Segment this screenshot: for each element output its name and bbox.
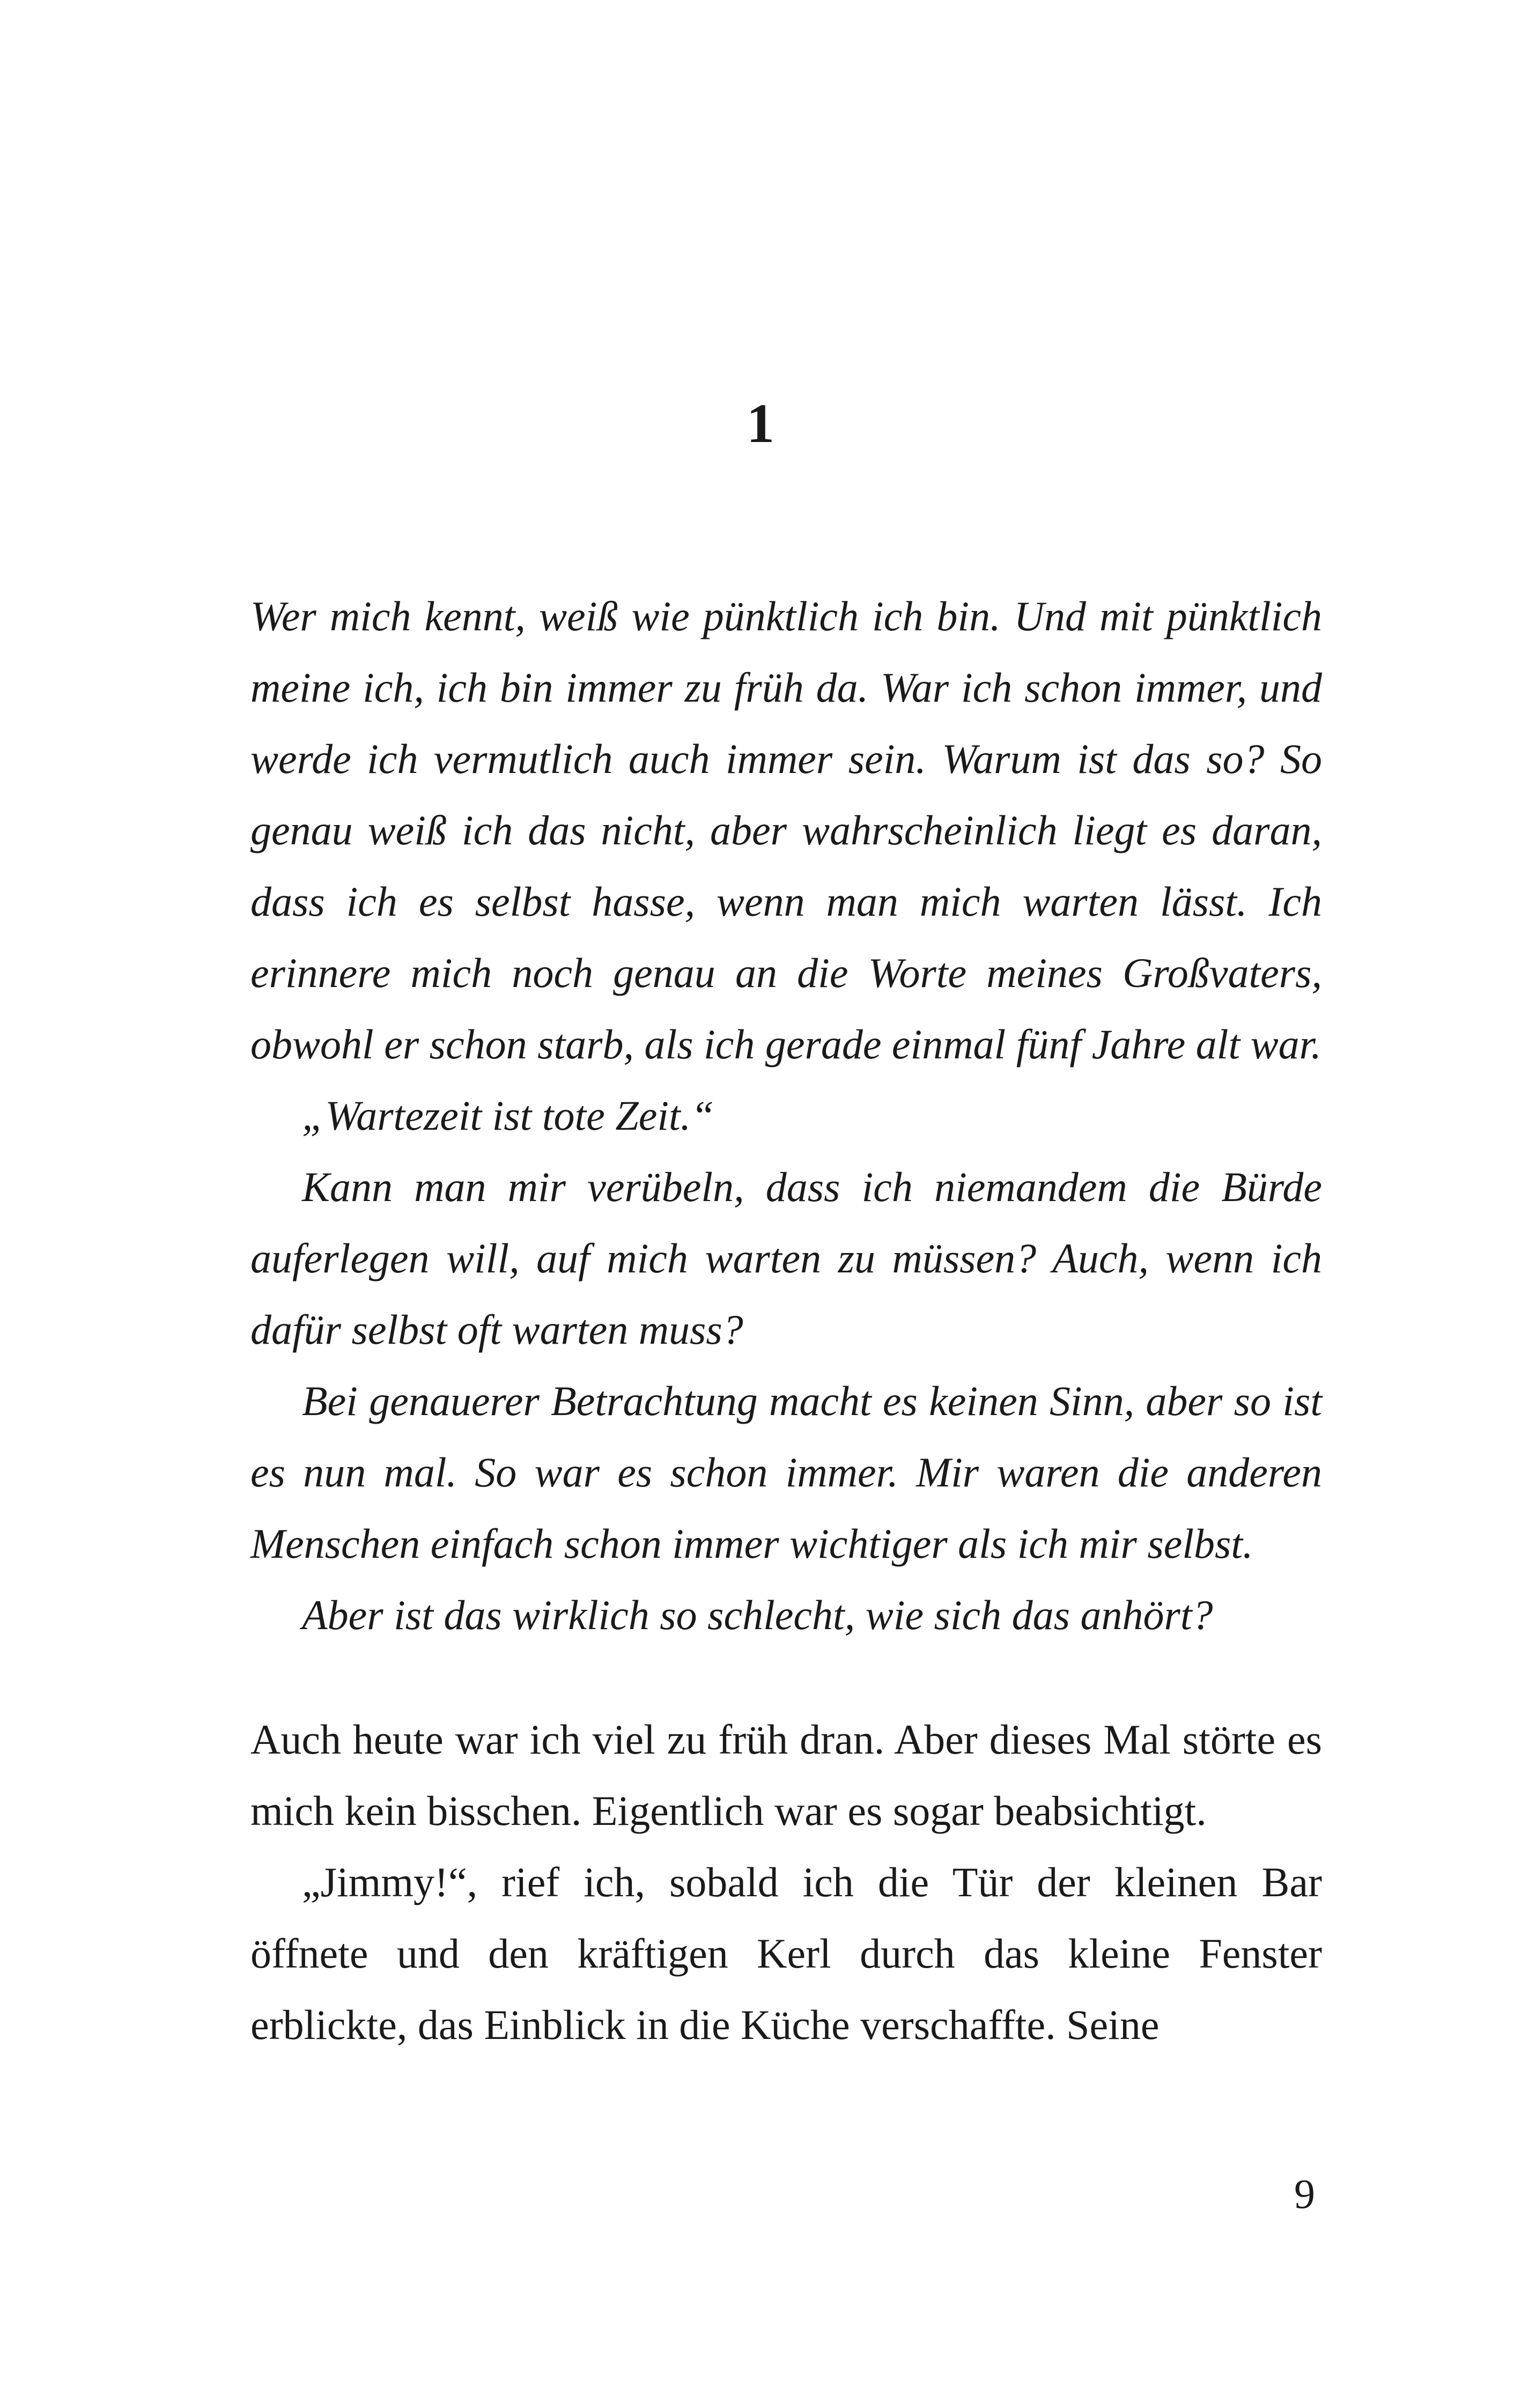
italic-paragraph-5: Aber ist das wirklich so schlecht, wie sich das anhört?	[302, 1592, 1213, 1638]
italic-paragraph-4: Bei genauerer Betrachtung macht es keinen Sinn, aber so ist es nun mal. So war es schon immer. Mir waren die anderen Menschen einfach schon immer wichtiger als ich mir selbst.	[250, 1378, 1322, 1567]
italic-paragraph-1: Wer mich kennt, weiß wie pünktlich ich bin. Und mit pünktlich meine ich, ich bin immer zu früh da. War ich schon immer, und werde ich vermutlich auch immer sein. Warum ist das so? So genau weiß ich das nicht, aber wahrscheinlich liegt es daran, dass ich es selbst hasse, wenn man mich warten lässt. Ich erinnere mich noch genau an die Worte meines Großvaters, obwohl er schon starb, als ich gerade einmal fünf Jahre alt war.	[250, 593, 1322, 1067]
italic-prologue	[250, 580, 1322, 1651]
italic-paragraph-3: Kann man mir verübeln, dass ich niemandem die Bürde auferlegen will, auf mich warten zu müssen? Auch, wenn ich dafür selbst oft warten muss?	[250, 1164, 1322, 1353]
chapter-number: 1	[747, 393, 774, 454]
main-narrative	[250, 1704, 1322, 2060]
italic-paragraph-2: „Wartezeit ist tote Zeit.“	[302, 1092, 714, 1139]
body-paragraph-2: „Jimmy!“, rief ich, sobald ich die Tür der kleinen Bar öffnete und den kräftigen Kerl durch das kleine Fenster erblickte, das Einblick in die Küche verschaffte. Seine	[250, 1859, 1322, 2048]
body-paragraph-1: Auch heute war ich viel zu früh dran. Aber dieses Mal störte es mich kein bisschen. Eigentlich war es sogar beabsichtigt.	[250, 1716, 1322, 1834]
page-number: 9	[1294, 2170, 1315, 2217]
